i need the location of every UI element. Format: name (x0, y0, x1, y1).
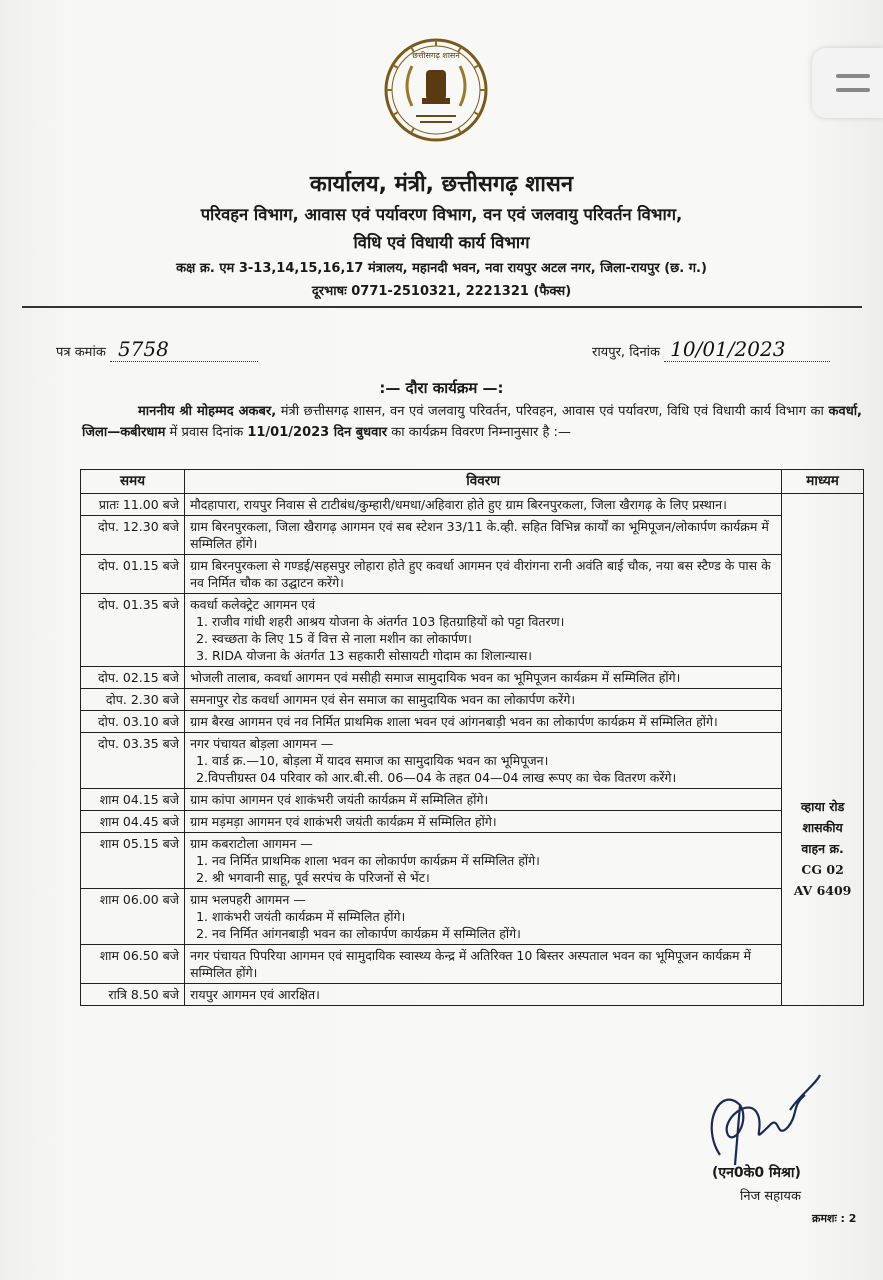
row-time: शाम 06.50 बजे (81, 945, 185, 984)
row-time: दोप. 01.35 बजे (81, 594, 185, 667)
row-time: शाम 06.00 बजे (81, 889, 185, 945)
table-row (81, 984, 864, 1006)
continued-marker: क्रमशः : 2 (812, 1212, 857, 1225)
detail-line: 2.विपत्तीग्रस्त 04 परिवार को आर.बी.सी. 06—04 के तहत 04—04 लाख रूपए का चेक वितरण करेंगे। (196, 770, 677, 785)
svg-text:छत्तीसगढ़ शासन: छत्तीसगढ़ शासन (412, 51, 460, 60)
tour-title: :— दौरा कार्यक्रम —: (379, 379, 504, 397)
detail-line: कवर्धा कलेक्ट्रेट आगमन एवं (190, 597, 316, 612)
schedule-table (80, 469, 864, 1006)
state-emblem-icon (382, 36, 490, 144)
row-details (185, 494, 782, 516)
detail-line: 1. नव निर्मित प्राथमिक शाला भवन का लोकार्पण कार्यक्रम में सम्मिलित होंगे। (196, 853, 540, 868)
row-details (185, 889, 782, 945)
menu-bar-icon (836, 74, 870, 78)
medium-line: वाहन क्र. (801, 841, 844, 856)
table-row (81, 667, 864, 689)
detail-line: 1. शाकंभरी जयंती कार्यक्रम में सम्मिलित होंगे। (196, 909, 406, 924)
table-row (81, 945, 864, 984)
departments-line-2: विधि एवं विधायी कार्य विभाग (353, 233, 530, 252)
office-address: कक्ष क्र. एम 3-13,14,15,16,17 मंत्रालय, महानदी भवन, नवा रायपुर अटल नगर, जिला-रायपुर (छ. ग.) (176, 261, 707, 276)
row-details (185, 516, 782, 555)
row-time: दोप. 01.15 बजे (81, 555, 185, 594)
schedule-body (81, 494, 864, 1006)
table-header-row (81, 470, 864, 494)
letter-ref: पत्र कमांक 5758 (56, 337, 258, 362)
table-row (81, 789, 864, 811)
header-time: समय (81, 470, 185, 494)
detail-line: रायपुर आगमन एवं आरक्षित। (190, 987, 320, 1002)
row-details (185, 984, 782, 1006)
detail-line: ग्राम बिरनपुरकला से गण्डई/सहसपुर लोहारा होते हुए कवर्धा आगमन एवं वीरांगना रानी अवंति बाई चौक, नया बस स्टैण्ड के पास के नव निर्मित चौक का उद्घाटन करेंगे। (190, 558, 771, 590)
row-time: रात्रि 8.50 बजे (81, 984, 185, 1006)
detail-line: ग्राम बिरनपुरकला, जिला खैरागढ़ आगमन एवं सब स्टेशन 33/11 के.व्ही. सहित विभिन्न कार्यों का भूमिपूजन/लोकार्पण कार्यक्रम में सम्मिलित होंगे। (190, 519, 769, 551)
row-details (185, 833, 782, 889)
row-time: शाम 04.45 बजे (81, 811, 185, 833)
detail-line: भोजली तालाब, कवर्धा आगमन एवं मसीही समाज सामुदायिक भवन का भूमिपूजन कार्यक्रम में सम्मिलित होंगे। (190, 670, 681, 685)
table-row (81, 689, 864, 711)
row-details (185, 789, 782, 811)
row-time: प्रातः 11.00 बजे (81, 494, 185, 516)
detail-line: नगर पंचायत पिपरिया आगमन एवं सामुदायिक स्वास्थ्य केन्द्र में अतिरिक्त 10 बिस्तर अस्पताल भवन का भूमिपूजन कार्यक्रम में सम्मिलित होंगे। (190, 948, 751, 980)
table-row (81, 833, 864, 889)
detail-line: 1. वार्ड क्र.—10, बोड़ला में यादव समाज का सामुदायिक भवन का भूमिपूजन। (196, 753, 549, 768)
row-details (185, 555, 782, 594)
row-details (185, 733, 782, 789)
detail-line: मौदहापारा, रायपुर निवास से टाटीबंध/कुम्हारी/धमधा/अहिवारा होते हुए ग्राम बिरनपुरकला, जिला खैरागढ़ के लिए प्रस्थान। (190, 497, 727, 512)
table-row (81, 711, 864, 733)
row-time: दोप. 12.30 बजे (81, 516, 185, 555)
header-medium: माध्यम (782, 470, 864, 494)
medium-line: शासकीय (802, 820, 843, 835)
office-phone: दूरभाषः 0771-2510321, 2221321 (फैक्स) (311, 284, 572, 299)
detail-line: 3. RIDA योजना के अंतर्गत 13 सहकारी सोसायटी गोदाम का शिलान्यास। (196, 648, 533, 663)
signature-mark (680, 1065, 830, 1175)
row-details (185, 811, 782, 833)
row-time: दोप. 02.15 बजे (81, 667, 185, 689)
detail-line: नगर पंचायत बोड़ला आगमन — (190, 736, 334, 751)
header-details: विवरण (185, 470, 782, 494)
table-row (81, 889, 864, 945)
travel-medium (782, 494, 864, 1006)
table-row (81, 733, 864, 789)
detail-line: 2. नव निर्मित आंगनबाड़ी भवन का लोकार्पण कार्यक्रम में सम्मिलित होंगे। (196, 926, 521, 941)
detail-line: ग्राम कबराटोला आगमन — (190, 836, 313, 851)
ref-number: 5758 (117, 337, 169, 361)
table-row (81, 811, 864, 833)
detail-line: 2. श्री भगवानी साहू, पूर्व सरपंच के परिजनों से भेंट। (196, 870, 430, 885)
medium-line: AV 6409 (793, 883, 852, 898)
table-row (81, 516, 864, 555)
row-time: दोप. 03.35 बजे (81, 733, 185, 789)
detail-line: ग्राम भलपहरी आगमन — (190, 892, 306, 907)
row-time: दोप. 2.30 बजे (81, 689, 185, 711)
row-time: शाम 04.15 बजे (81, 789, 185, 811)
row-details (185, 594, 782, 667)
row-details (185, 689, 782, 711)
tour-intro: माननीय श्री मोहम्मद अकबर, मंत्री छत्तीसगढ़ शासन, वन एवं जलवायु परिवर्तन, परिवहन, आवास एवं पर्यावरण, विधि एवं विधायी कार्य विभाग का कवर्धा, जिला—कबीरधाम में प्रवास दिनांक 11/01/2023 दिन बुधवार का कार्यक्रम विवरण निम्नानुसार है :— (82, 404, 862, 440)
row-time: दोप. 03.10 बजे (81, 711, 185, 733)
table-row (81, 494, 864, 516)
menu-bar-icon (836, 88, 870, 92)
signatory-name: (एन0के0 मिश्रा) (712, 1165, 801, 1181)
detail-line: ग्राम बैरख आगमन एवं नव निर्मित प्राथमिक शाला भवन एवं आंगनबाड़ी भवन का लोकार्पण कार्यक्रम में सम्मिलित होंगे। (190, 714, 718, 729)
detail-line: ग्राम कांपा आगमन एवं शाकंभरी जयंती कार्यक्रम में सम्मिलित होंगे। (190, 792, 489, 807)
detail-line: ग्राम मड़मड़ा आगमन एवं शाकंभरी जयंती कार्यक्रम में सम्मिलित होंगे। (190, 814, 497, 829)
row-details (185, 945, 782, 984)
row-details (185, 711, 782, 733)
signatory-designation: निज सहायक (740, 1189, 801, 1204)
date-value: 10/01/2023 (670, 337, 786, 361)
departments-line-1: परिवहन विभाग, आवास एवं पर्यावरण विभाग, वन एवं जलवायु परिवर्तन विभाग, (200, 205, 683, 224)
menu-button[interactable] (812, 48, 883, 118)
office-title: कार्यालय, मंत्री, छत्तीसगढ़ शासन (309, 172, 574, 197)
row-details (185, 667, 782, 689)
table-row (81, 594, 864, 667)
detail-line: 1. राजीव गांधी शहरी आश्रय योजना के अंतर्गत 103 हितग्राहियों को पट्टा वितरण। (196, 614, 565, 629)
medium-line: CG 02 (801, 862, 844, 877)
letter-date: रायपुर, दिनांक 10/01/2023 (592, 337, 830, 362)
row-time: शाम 05.15 बजे (81, 833, 185, 889)
table-row (81, 555, 864, 594)
detail-line: समनापुर रोड कवर्धा आगमन एवं सेन समाज का सामुदायिक भवन का लोकार्पण करेंगे। (190, 692, 576, 707)
detail-line: 2. स्वच्छता के लिए 15 वें वित्त से नाला मशीन का लोकार्पण। (196, 631, 472, 646)
medium-line: व्हाया रोड (800, 799, 845, 814)
header-rule (22, 306, 862, 308)
